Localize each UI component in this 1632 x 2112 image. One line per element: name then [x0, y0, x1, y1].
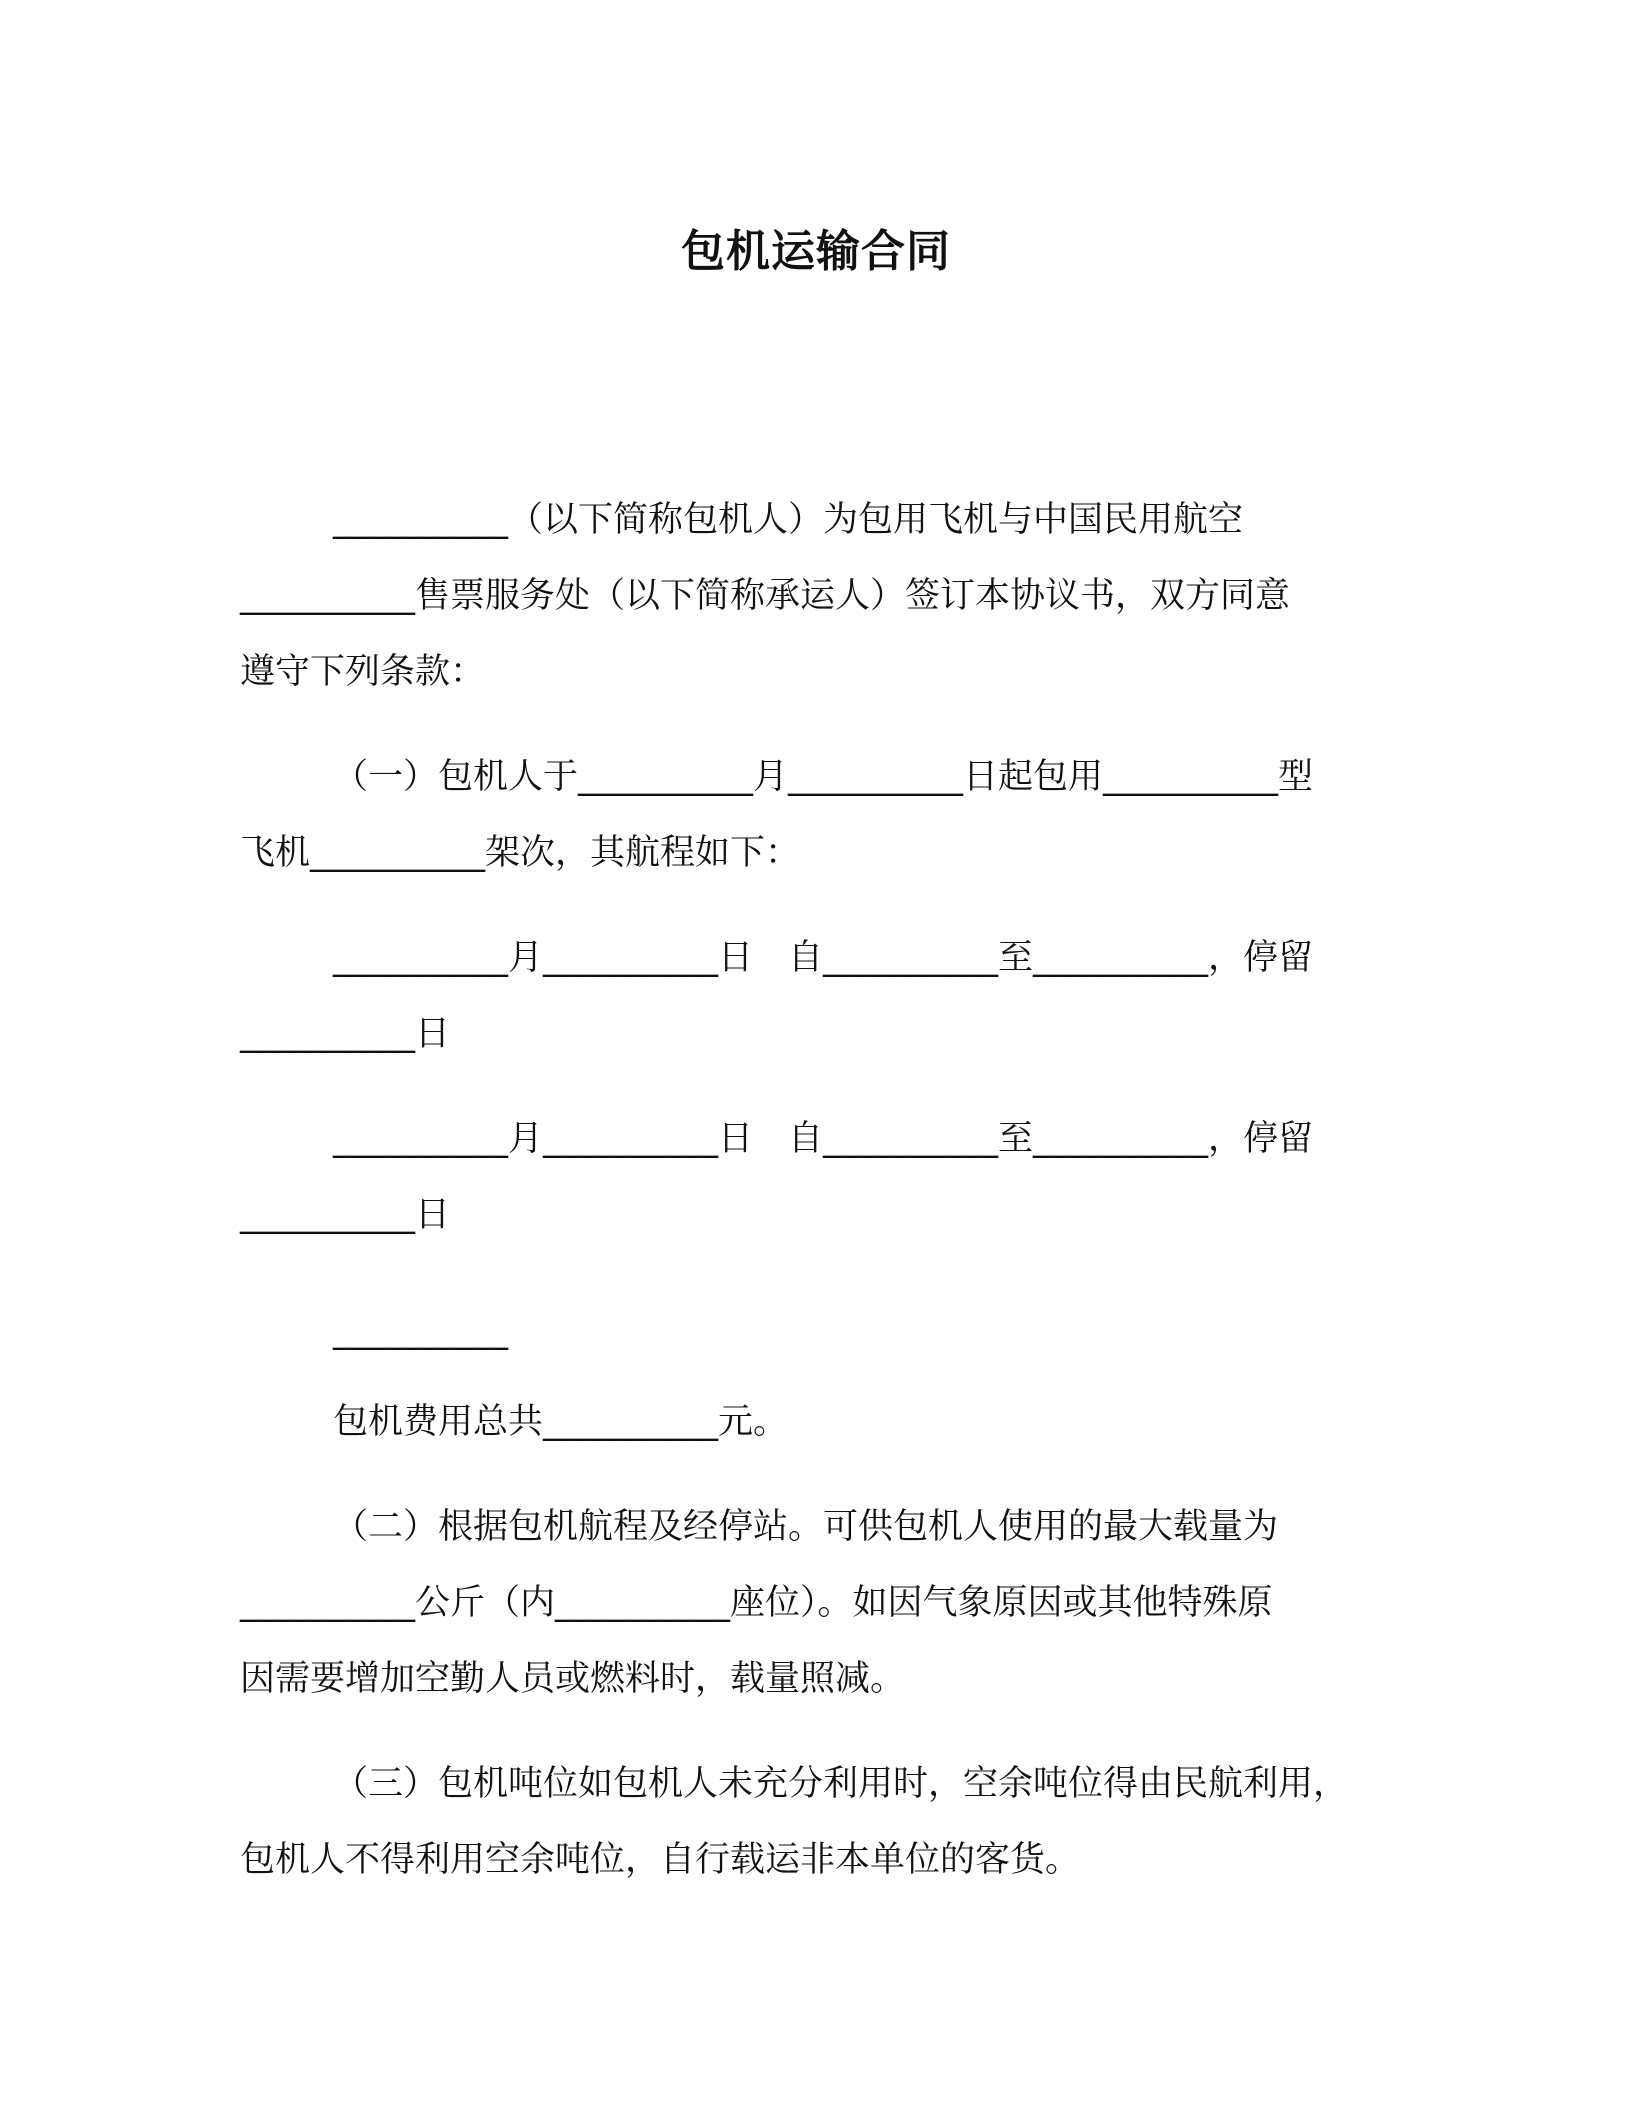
charter-fee-line: 包机费用总共__________元。	[333, 1402, 789, 1442]
clause-3-line-1: （三）包机吨位如包机人未充分利用时，空余吨位得由民航利用，	[333, 1764, 1349, 1804]
intro-line-3: 遵守下列条款：	[240, 652, 486, 692]
clause-2-line-1: （二）根据包机航程及经停站。可供包机人使用的最大载量为	[333, 1507, 1279, 1547]
clause-1-line-1: （一）包机人于__________月__________日起包用__________型	[333, 757, 1314, 797]
clause-1-line-2: 飞机__________架次，其航程如下：	[240, 833, 801, 873]
route-2-line-2: __________日	[240, 1195, 451, 1235]
route-1-line-2: __________日	[240, 1014, 451, 1054]
document-title: 包机运输合同	[681, 226, 951, 277]
blank-line: __________	[333, 1311, 508, 1351]
intro-line-2: __________售票服务处（以下简称承运人）签订本协议书，双方同意	[240, 576, 1291, 616]
clause-2-line-2: __________公斤（内__________座位）。如因气象原因或其他特殊原	[240, 1583, 1273, 1623]
clause-2-line-3: 因需要增加空勤人员或燃料时，载量照减。	[240, 1659, 906, 1699]
route-1-line-1: __________月__________日 自__________至__________，停留	[333, 938, 1314, 978]
clause-3-line-2: 包机人不得利用空余吨位，自行载运非本单位的客货。	[240, 1840, 1081, 1880]
route-2-line-1: __________月__________日 自__________至__________，停留	[333, 1119, 1314, 1159]
intro-line-1: __________（以下简称包机人）为包用飞机与中国民用航空	[333, 500, 1244, 540]
